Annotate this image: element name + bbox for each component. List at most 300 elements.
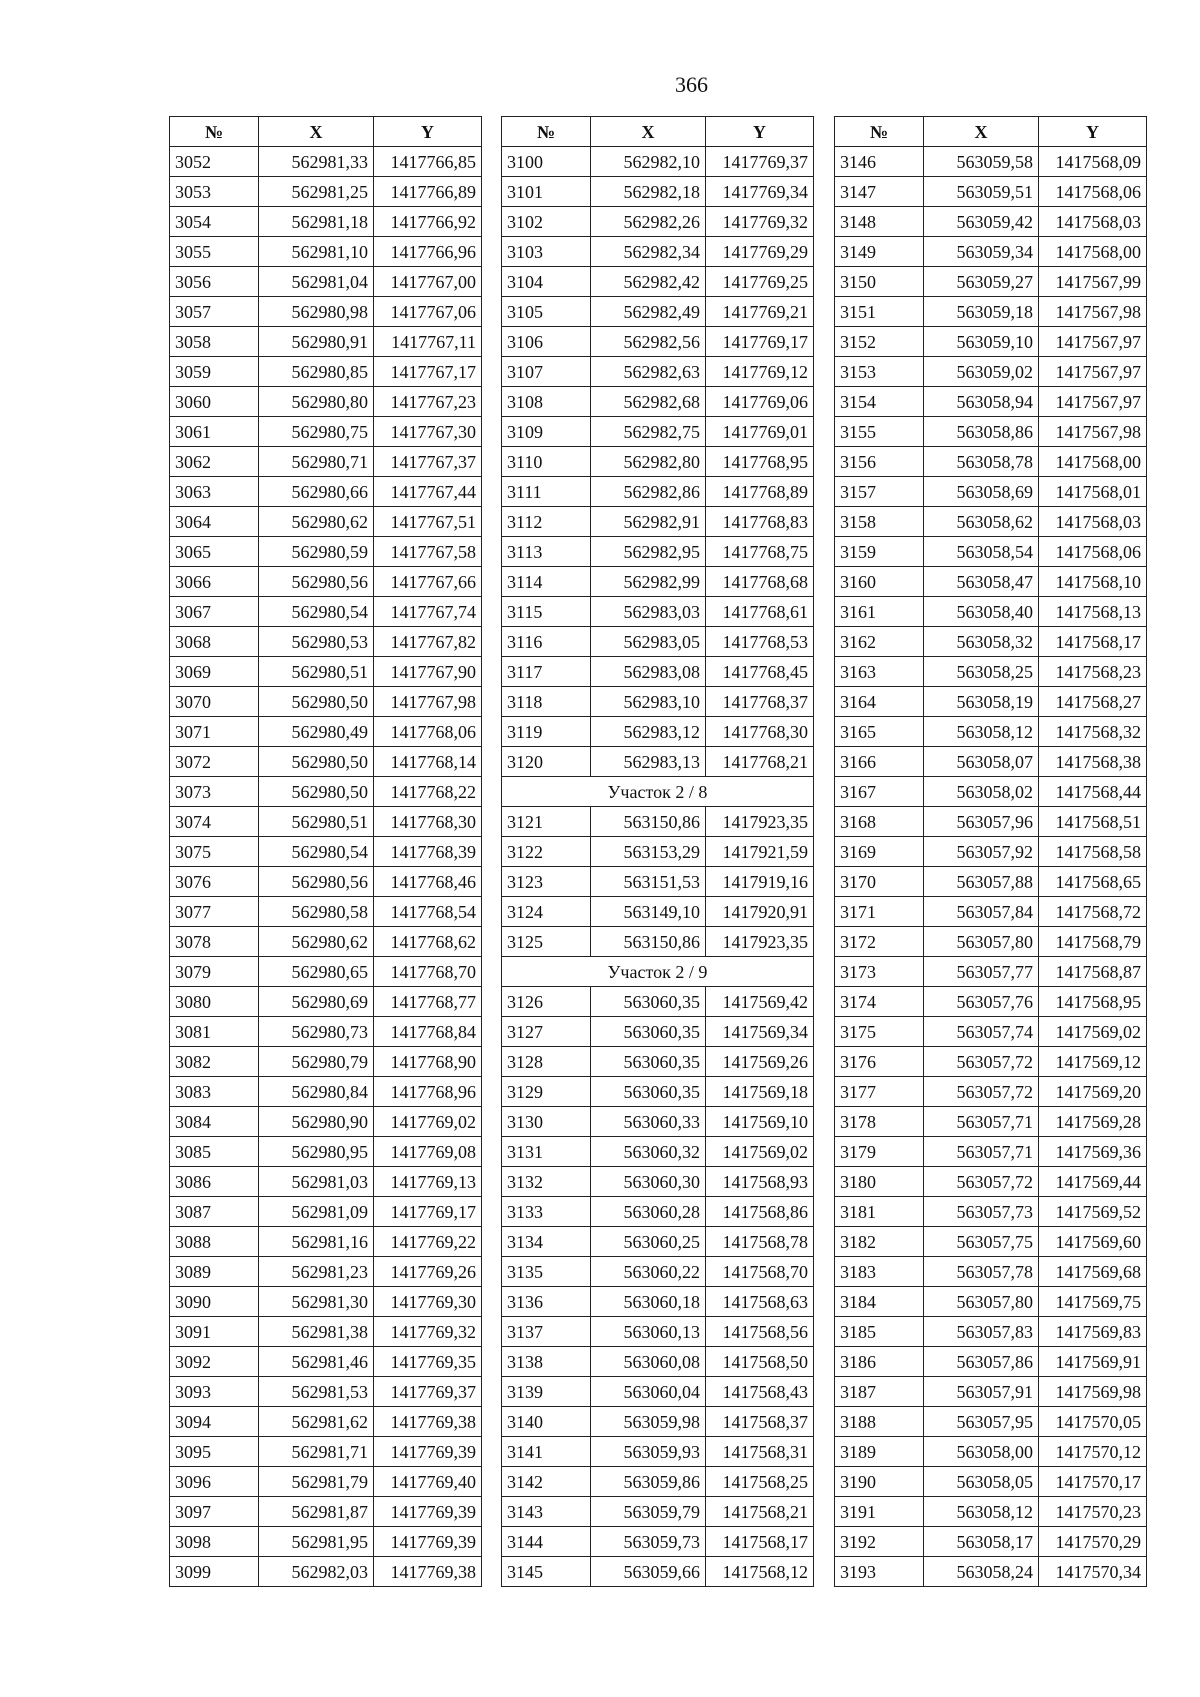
cell-number: 3172 [835, 927, 924, 957]
cell-number: 3147 [835, 177, 924, 207]
cell-number: 3170 [835, 867, 924, 897]
table-row [170, 657, 482, 687]
cell-x: 562983,08 [591, 657, 706, 687]
cell-number: 3098 [170, 1527, 259, 1557]
table-row [502, 507, 814, 537]
cell-number: 3063 [170, 477, 259, 507]
cell-x: 562981,79 [259, 1467, 374, 1497]
cell-y: 1417569,18 [706, 1077, 814, 1107]
table-row [502, 357, 814, 387]
cell-x: 562981,25 [259, 177, 374, 207]
cell-number: 3149 [835, 237, 924, 267]
table-row [835, 1017, 1147, 1047]
cell-number: 3181 [835, 1197, 924, 1227]
table-header-row [170, 117, 482, 147]
cell-y: 1417766,92 [374, 207, 482, 237]
cell-number: 3189 [835, 1437, 924, 1467]
table-row [170, 177, 482, 207]
cell-y: 1417568,01 [1039, 477, 1147, 507]
cell-y: 1417769,26 [374, 1257, 482, 1287]
cell-x: 563060,18 [591, 1287, 706, 1317]
cell-number: 3135 [502, 1257, 591, 1287]
cell-number: 3103 [502, 237, 591, 267]
table-row [502, 1557, 814, 1587]
cell-x: 562982,95 [591, 537, 706, 567]
table-row [170, 1017, 482, 1047]
cell-y: 1417768,53 [706, 627, 814, 657]
cell-x: 562983,12 [591, 717, 706, 747]
cell-number: 3190 [835, 1467, 924, 1497]
cell-x: 563059,27 [924, 267, 1039, 297]
table-row [170, 477, 482, 507]
table-row [502, 297, 814, 327]
cell-number: 3088 [170, 1227, 259, 1257]
table-row [502, 1017, 814, 1047]
cell-x: 563057,84 [924, 897, 1039, 927]
cell-x: 563059,51 [924, 177, 1039, 207]
cell-number: 3078 [170, 927, 259, 957]
table-row [502, 537, 814, 567]
table-row [170, 567, 482, 597]
cell-x: 563057,86 [924, 1347, 1039, 1377]
cell-y: 1417920,91 [706, 897, 814, 927]
cell-number: 3157 [835, 477, 924, 507]
cell-number: 3105 [502, 297, 591, 327]
cell-x: 562980,49 [259, 717, 374, 747]
table-row [835, 867, 1147, 897]
cell-x: 563060,04 [591, 1377, 706, 1407]
cell-number: 3180 [835, 1167, 924, 1197]
cell-number: 3154 [835, 387, 924, 417]
cell-number: 3090 [170, 1287, 259, 1317]
cell-number: 3183 [835, 1257, 924, 1287]
cell-x: 563057,77 [924, 957, 1039, 987]
cell-number: 3084 [170, 1107, 259, 1137]
cell-number: 3143 [502, 1497, 591, 1527]
cell-number: 3129 [502, 1077, 591, 1107]
table-row [502, 747, 814, 777]
coordinates-table-1 [169, 116, 482, 1587]
table-row [502, 807, 814, 837]
cell-y: 1417568,58 [1039, 837, 1147, 867]
cell-y: 1417569,02 [706, 1137, 814, 1167]
cell-number: 3156 [835, 447, 924, 477]
cell-y: 1417767,58 [374, 537, 482, 567]
cell-number: 3136 [502, 1287, 591, 1317]
cell-x: 563060,13 [591, 1317, 706, 1347]
table-row [502, 597, 814, 627]
table-row [170, 957, 482, 987]
table-row [502, 267, 814, 297]
cell-x: 562980,85 [259, 357, 374, 387]
cell-number: 3069 [170, 657, 259, 687]
cell-x: 563058,54 [924, 537, 1039, 567]
cell-number: 3115 [502, 597, 591, 627]
cell-x: 562981,53 [259, 1377, 374, 1407]
cell-x: 562980,62 [259, 507, 374, 537]
cell-y: 1417769,35 [374, 1347, 482, 1377]
cell-x: 563060,25 [591, 1227, 706, 1257]
cell-y: 1417569,60 [1039, 1227, 1147, 1257]
cell-number: 3191 [835, 1497, 924, 1527]
table-row [170, 1197, 482, 1227]
cell-y: 1417769,38 [374, 1557, 482, 1587]
cell-number: 3160 [835, 567, 924, 597]
cell-y: 1417568,00 [1039, 237, 1147, 267]
table-row [835, 147, 1147, 177]
cell-x: 563057,76 [924, 987, 1039, 1017]
cell-y: 1417768,62 [374, 927, 482, 957]
cell-x: 563059,18 [924, 297, 1039, 327]
cell-x: 562982,80 [591, 447, 706, 477]
cell-y: 1417769,17 [706, 327, 814, 357]
cell-y: 1417767,98 [374, 687, 482, 717]
cell-x: 563060,35 [591, 1047, 706, 1077]
cell-number: 3055 [170, 237, 259, 267]
cell-x: 562980,66 [259, 477, 374, 507]
cell-number: 3054 [170, 207, 259, 237]
table-row [170, 267, 482, 297]
cell-x: 563057,72 [924, 1167, 1039, 1197]
cell-x: 562982,49 [591, 297, 706, 327]
table-row [502, 1197, 814, 1227]
cell-number: 3133 [502, 1197, 591, 1227]
cell-y: 1417769,17 [374, 1197, 482, 1227]
cell-x: 562981,03 [259, 1167, 374, 1197]
table-row [502, 447, 814, 477]
cell-y: 1417769,22 [374, 1227, 482, 1257]
cell-number: 3152 [835, 327, 924, 357]
cell-x: 563058,47 [924, 567, 1039, 597]
table-row [502, 177, 814, 207]
cell-x: 562982,56 [591, 327, 706, 357]
table-row [170, 447, 482, 477]
table-row [835, 957, 1147, 987]
cell-y: 1417768,89 [706, 477, 814, 507]
cell-number: 3164 [835, 687, 924, 717]
cell-y: 1417768,30 [374, 807, 482, 837]
cell-x: 563058,12 [924, 717, 1039, 747]
header-x: X [924, 117, 1039, 147]
cell-y: 1417567,99 [1039, 267, 1147, 297]
cell-number: 3188 [835, 1407, 924, 1437]
cell-number: 3185 [835, 1317, 924, 1347]
cell-y: 1417569,75 [1039, 1287, 1147, 1317]
cell-number: 3066 [170, 567, 259, 597]
table-row [502, 1377, 814, 1407]
cell-y: 1417569,52 [1039, 1197, 1147, 1227]
cell-x: 562981,23 [259, 1257, 374, 1287]
cell-y: 1417769,34 [706, 177, 814, 207]
cell-number: 3174 [835, 987, 924, 1017]
cell-x: 562983,10 [591, 687, 706, 717]
cell-y: 1417568,32 [1039, 717, 1147, 747]
table-row [835, 387, 1147, 417]
cell-y: 1417569,42 [706, 987, 814, 1017]
cell-x: 563058,05 [924, 1467, 1039, 1497]
cell-y: 1417568,86 [706, 1197, 814, 1227]
cell-number: 3076 [170, 867, 259, 897]
cell-x: 562980,56 [259, 867, 374, 897]
cell-x: 562980,80 [259, 387, 374, 417]
cell-number: 3161 [835, 597, 924, 627]
cell-x: 563058,86 [924, 417, 1039, 447]
table-row [502, 417, 814, 447]
cell-number: 3057 [170, 297, 259, 327]
cell-x: 563057,92 [924, 837, 1039, 867]
cell-y: 1417568,03 [1039, 507, 1147, 537]
cell-number: 3142 [502, 1467, 591, 1497]
cell-number: 3092 [170, 1347, 259, 1377]
cell-number: 3184 [835, 1287, 924, 1317]
table-header-row [502, 117, 814, 147]
cell-x: 562983,03 [591, 597, 706, 627]
cell-y: 1417769,01 [706, 417, 814, 447]
cell-y: 1417568,93 [706, 1167, 814, 1197]
table-row [835, 1257, 1147, 1287]
cell-y: 1417568,31 [706, 1437, 814, 1467]
cell-number: 3053 [170, 177, 259, 207]
cell-number: 3186 [835, 1347, 924, 1377]
table-row [502, 1497, 814, 1527]
table-row [502, 207, 814, 237]
cell-number: 3155 [835, 417, 924, 447]
table-row [170, 1377, 482, 1407]
cell-number: 3138 [502, 1347, 591, 1377]
cell-x: 563059,58 [924, 147, 1039, 177]
cell-x: 563057,83 [924, 1317, 1039, 1347]
cell-number: 3094 [170, 1407, 259, 1437]
table-row [835, 627, 1147, 657]
cell-number: 3062 [170, 447, 259, 477]
cell-y: 1417767,00 [374, 267, 482, 297]
cell-number: 3109 [502, 417, 591, 447]
cell-y: 1417570,34 [1039, 1557, 1147, 1587]
table-row [502, 477, 814, 507]
cell-y: 1417568,50 [706, 1347, 814, 1377]
cell-y: 1417769,32 [706, 207, 814, 237]
cell-x: 562983,05 [591, 627, 706, 657]
cell-x: 562980,79 [259, 1047, 374, 1077]
table-row [502, 1317, 814, 1347]
table-row [170, 747, 482, 777]
table-row [170, 1437, 482, 1467]
cell-x: 562980,65 [259, 957, 374, 987]
table-row [502, 1107, 814, 1137]
cell-y: 1417769,12 [706, 357, 814, 387]
cell-y: 1417568,95 [1039, 987, 1147, 1017]
cell-y: 1417768,75 [706, 537, 814, 567]
header-x: X [259, 117, 374, 147]
cell-y: 1417569,34 [706, 1017, 814, 1047]
cell-x: 562980,51 [259, 807, 374, 837]
cell-number: 3140 [502, 1407, 591, 1437]
header-y: Y [1039, 117, 1147, 147]
cell-number: 3072 [170, 747, 259, 777]
cell-y: 1417568,63 [706, 1287, 814, 1317]
table-row [835, 417, 1147, 447]
table-row [835, 267, 1147, 297]
cell-y: 1417766,85 [374, 147, 482, 177]
cell-number: 3091 [170, 1317, 259, 1347]
table-row [170, 987, 482, 1017]
cell-y: 1417568,10 [1039, 567, 1147, 597]
cell-y: 1417769,02 [374, 1107, 482, 1137]
cell-y: 1417568,03 [1039, 207, 1147, 237]
cell-x: 562981,18 [259, 207, 374, 237]
cell-x: 563058,17 [924, 1527, 1039, 1557]
cell-number: 3158 [835, 507, 924, 537]
cell-x: 563058,00 [924, 1437, 1039, 1467]
coordinates-table-2 [501, 116, 814, 1587]
cell-number: 3113 [502, 537, 591, 567]
cell-y: 1417569,28 [1039, 1107, 1147, 1137]
cell-number: 3082 [170, 1047, 259, 1077]
cell-x: 562980,71 [259, 447, 374, 477]
cell-x: 563058,69 [924, 477, 1039, 507]
cell-x: 562981,10 [259, 237, 374, 267]
cell-x: 563057,78 [924, 1257, 1039, 1287]
table-row [835, 1497, 1147, 1527]
table-row [170, 1497, 482, 1527]
table-row [835, 897, 1147, 927]
cell-y: 1417767,51 [374, 507, 482, 537]
cell-number: 3077 [170, 897, 259, 927]
table-row [170, 717, 482, 747]
cell-number: 3064 [170, 507, 259, 537]
table-row [835, 1047, 1147, 1077]
cell-x: 562980,75 [259, 417, 374, 447]
table-row [170, 1347, 482, 1377]
cell-y: 1417768,61 [706, 597, 814, 627]
cell-x: 562982,10 [591, 147, 706, 177]
cell-x: 563058,02 [924, 777, 1039, 807]
cell-number: 3061 [170, 417, 259, 447]
cell-number: 3052 [170, 147, 259, 177]
table-row [502, 1467, 814, 1497]
cell-number: 3148 [835, 207, 924, 237]
cell-x: 563057,88 [924, 867, 1039, 897]
cell-number: 3120 [502, 747, 591, 777]
cell-y: 1417567,98 [1039, 297, 1147, 327]
cell-number: 3134 [502, 1227, 591, 1257]
cell-x: 563058,40 [924, 597, 1039, 627]
cell-y: 1417769,29 [706, 237, 814, 267]
cell-x: 563057,96 [924, 807, 1039, 837]
table-row [170, 807, 482, 837]
table-row [835, 837, 1147, 867]
cell-y: 1417768,83 [706, 507, 814, 537]
table-row [502, 927, 814, 957]
header-y: Y [374, 117, 482, 147]
cell-y: 1417569,02 [1039, 1017, 1147, 1047]
table-row [170, 927, 482, 957]
cell-x: 562980,90 [259, 1107, 374, 1137]
cell-y: 1417769,39 [374, 1497, 482, 1527]
cell-y: 1417769,40 [374, 1467, 482, 1497]
cell-y: 1417568,38 [1039, 747, 1147, 777]
cell-x: 562981,16 [259, 1227, 374, 1257]
table-row [502, 1527, 814, 1557]
cell-y: 1417568,13 [1039, 597, 1147, 627]
cell-number: 3116 [502, 627, 591, 657]
cell-y: 1417568,72 [1039, 897, 1147, 927]
table-row [835, 1557, 1147, 1587]
cell-x: 562982,03 [259, 1557, 374, 1587]
cell-y: 1417767,06 [374, 297, 482, 327]
cell-y: 1417569,83 [1039, 1317, 1147, 1347]
cell-number: 3058 [170, 327, 259, 357]
table-row [835, 777, 1147, 807]
cell-number: 3163 [835, 657, 924, 687]
cell-number: 3169 [835, 837, 924, 867]
table-row [835, 1467, 1147, 1497]
table-row [835, 447, 1147, 477]
cell-y: 1417568,56 [706, 1317, 814, 1347]
table-row [502, 387, 814, 417]
cell-y: 1417568,44 [1039, 777, 1147, 807]
cell-x: 563057,80 [924, 927, 1039, 957]
cell-y: 1417768,39 [374, 837, 482, 867]
cell-x: 563059,66 [591, 1557, 706, 1587]
cell-x: 563060,28 [591, 1197, 706, 1227]
cell-number: 3118 [502, 687, 591, 717]
section-row [502, 777, 814, 807]
cell-number: 3165 [835, 717, 924, 747]
cell-number: 3083 [170, 1077, 259, 1107]
cell-x: 562980,73 [259, 1017, 374, 1047]
cell-x: 562982,99 [591, 567, 706, 597]
table-row [502, 1257, 814, 1287]
table-row [835, 1287, 1147, 1317]
cell-number: 3106 [502, 327, 591, 357]
cell-y: 1417568,09 [1039, 147, 1147, 177]
table-row [502, 1137, 814, 1167]
cell-y: 1417768,70 [374, 957, 482, 987]
cell-number: 3119 [502, 717, 591, 747]
table-row [835, 657, 1147, 687]
section-label: Участок 2 / 8 [502, 777, 814, 807]
cell-x: 563060,35 [591, 1077, 706, 1107]
table-row [170, 1167, 482, 1197]
cell-y: 1417569,98 [1039, 1377, 1147, 1407]
cell-y: 1417568,37 [706, 1407, 814, 1437]
cell-x: 562980,98 [259, 297, 374, 327]
cell-number: 3150 [835, 267, 924, 297]
cell-x: 562980,53 [259, 627, 374, 657]
cell-y: 1417769,37 [374, 1377, 482, 1407]
cell-number: 3087 [170, 1197, 259, 1227]
table-row [502, 987, 814, 1017]
cell-x: 563057,95 [924, 1407, 1039, 1437]
cell-x: 563059,02 [924, 357, 1039, 387]
cell-number: 3065 [170, 537, 259, 567]
cell-y: 1417767,44 [374, 477, 482, 507]
cell-x: 562981,30 [259, 1287, 374, 1317]
cell-y: 1417568,87 [1039, 957, 1147, 987]
cell-y: 1417766,96 [374, 237, 482, 267]
cell-number: 3075 [170, 837, 259, 867]
cell-y: 1417767,17 [374, 357, 482, 387]
cell-x: 562982,42 [591, 267, 706, 297]
cell-number: 3079 [170, 957, 259, 987]
cell-x: 563057,71 [924, 1137, 1039, 1167]
cell-y: 1417568,79 [1039, 927, 1147, 957]
cell-number: 3139 [502, 1377, 591, 1407]
cell-y: 1417568,78 [706, 1227, 814, 1257]
cell-number: 3145 [502, 1557, 591, 1587]
cell-x: 563058,24 [924, 1557, 1039, 1587]
